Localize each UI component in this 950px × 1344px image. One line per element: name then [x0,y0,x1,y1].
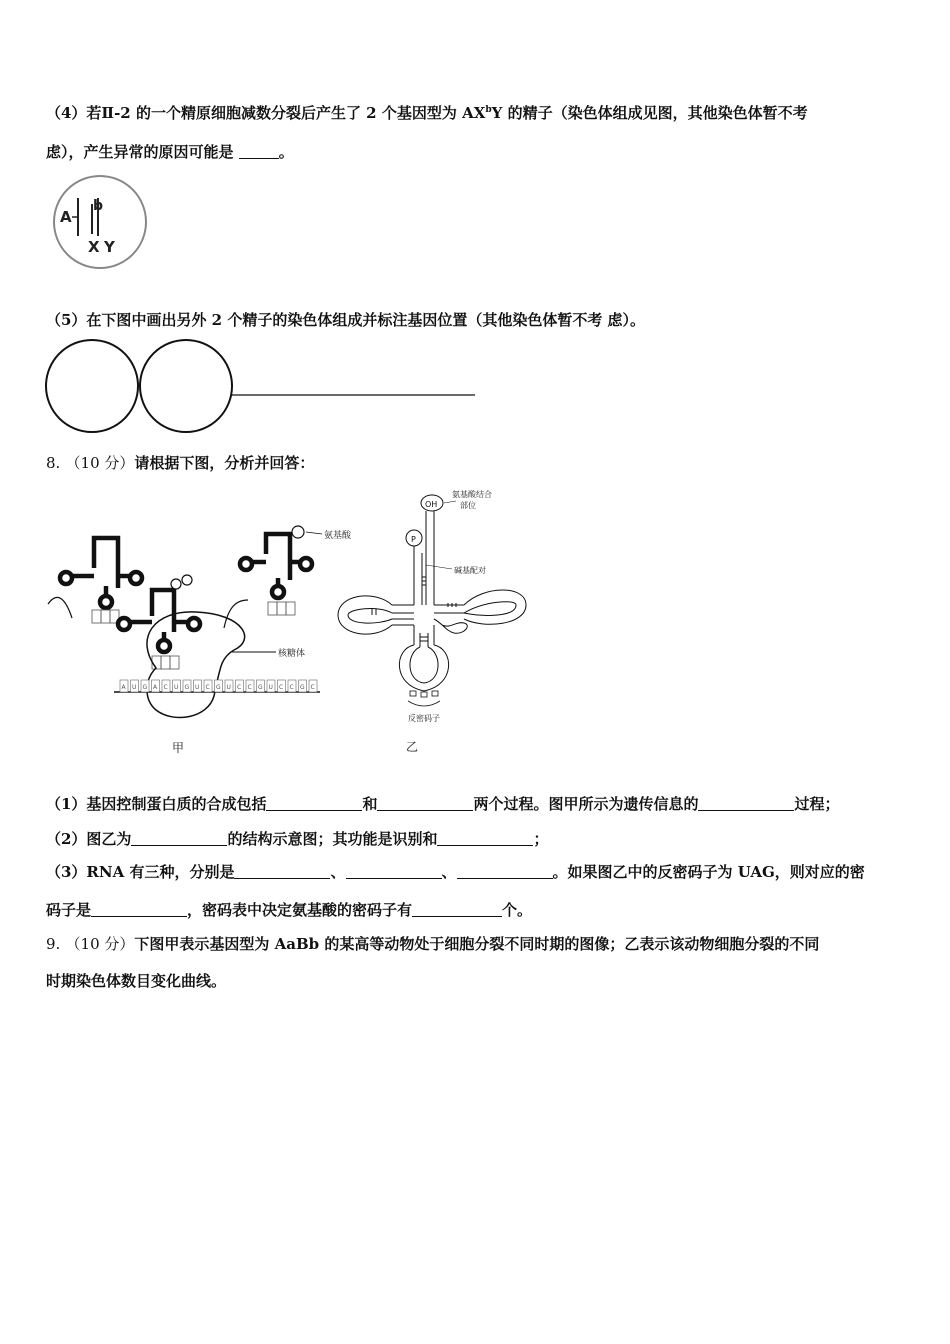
gene-label-A: A [60,208,72,226]
mrna-base-label: C [279,684,284,691]
superscript-b: b [485,105,492,115]
mrna-base-label: C [237,684,242,691]
mrna-base-label: C [163,684,168,691]
mrna-base-label: C [289,684,294,691]
mrna-base-label: A [153,684,158,691]
answer-blank[interactable] [266,796,362,811]
sperm-drawing-area[interactable] [40,335,480,435]
chromosome-figure [48,170,152,274]
q8-sub3-line2: 码子是 ，密码表中决定氨基酸的密码子有 个。 [46,901,533,919]
figure-yi-trna [334,485,574,760]
caption-yi: 乙 [406,740,419,754]
q8-sub1: （1）基因控制蛋白质的合成包括 和 两个过程。图甲所示为遗传信息的 过程； [46,795,840,813]
q8-sub2: （2）图乙为 的结构示意图；其功能是识别和 ； [46,830,549,848]
figure-jia-translation [44,520,352,760]
mrna-base-label: C [205,684,210,691]
label-anticodon: 反密码子 [408,714,440,723]
answer-blank[interactable] [131,831,227,846]
mrna-base-label: C [310,684,315,691]
label-p: P [411,535,416,544]
label-X: X [88,238,100,256]
answer-blank[interactable] [437,831,533,846]
mrna-base-label: U [226,684,231,691]
q9-line2: 时期染色体数目变化曲线。 [46,972,227,990]
mrna-base-label: A [121,684,126,691]
sperm-circle-2[interactable] [140,340,232,432]
caption-jia: 甲 [172,741,185,755]
answer-blank[interactable] [234,864,330,879]
label-base-pairing: 碱基配对 [454,566,486,575]
answer-blank[interactable] [377,796,473,811]
mrna-base-label: C [247,684,252,691]
label-site-line2: 部位 [460,501,476,510]
label-amino-acid: 氨基酸 [324,531,352,541]
label-site-line1: 氨基酸结合 [452,490,492,499]
answer-blank[interactable] [412,902,502,917]
mrna-base-label: U [174,684,179,691]
q8-sub3-line1: （3）RNA 有三种，分别是 、 、 。如果图乙中的反密码子为 UAG，则对应的密 [46,863,865,881]
trna-right [240,534,312,598]
q7-part4-line1: （4）若Ⅱ-2 的一个精原细胞减数分裂后产生了 2 个基因型为 $AX^bY$ 的精子（染色体组成见图，其他染色体暂不考 [46,104,808,122]
mrna-base-label: U [132,684,137,691]
q9-line1: 9. （10 分）下图甲表示基因型为 AaBb 的某高等动物处于细胞分裂不同时期的图像；乙表示该动物细胞分裂的不同 [46,935,820,953]
answer-blank[interactable] [457,864,553,879]
answer-blank[interactable] [346,864,442,879]
q7-part4-line2: 虑），产生异常的原因可能是 。 [46,143,294,161]
q8-header: 8. （10 分）请根据下图，分析并回答： [46,454,315,472]
trna-left [60,538,142,608]
q7-part5: （5）在下图中画出另外 2 个精子的染色体组成并标注基因位置（其他染色体暂不考 虑）。 [46,311,646,329]
label-oh: OH [425,500,438,509]
mrna-base-label: G [216,684,221,691]
mrna-base-label: G [300,684,305,691]
mrna-base-label: G [142,684,148,691]
mrna-base-label: U [195,684,200,691]
label-ribosome: 核糖体 [278,649,306,659]
answer-blank[interactable] [698,796,794,811]
mrna-bases [120,680,317,692]
mrna-base-label: G [258,684,263,691]
mrna-base-label: G [184,684,190,691]
gene-label-b: b [93,198,104,214]
label-Y: Y [104,238,115,256]
answer-blank[interactable] [91,902,187,917]
mrna-base-label: U [268,684,273,691]
answer-blank[interactable] [239,144,279,159]
sperm-circle-1[interactable] [46,340,138,432]
